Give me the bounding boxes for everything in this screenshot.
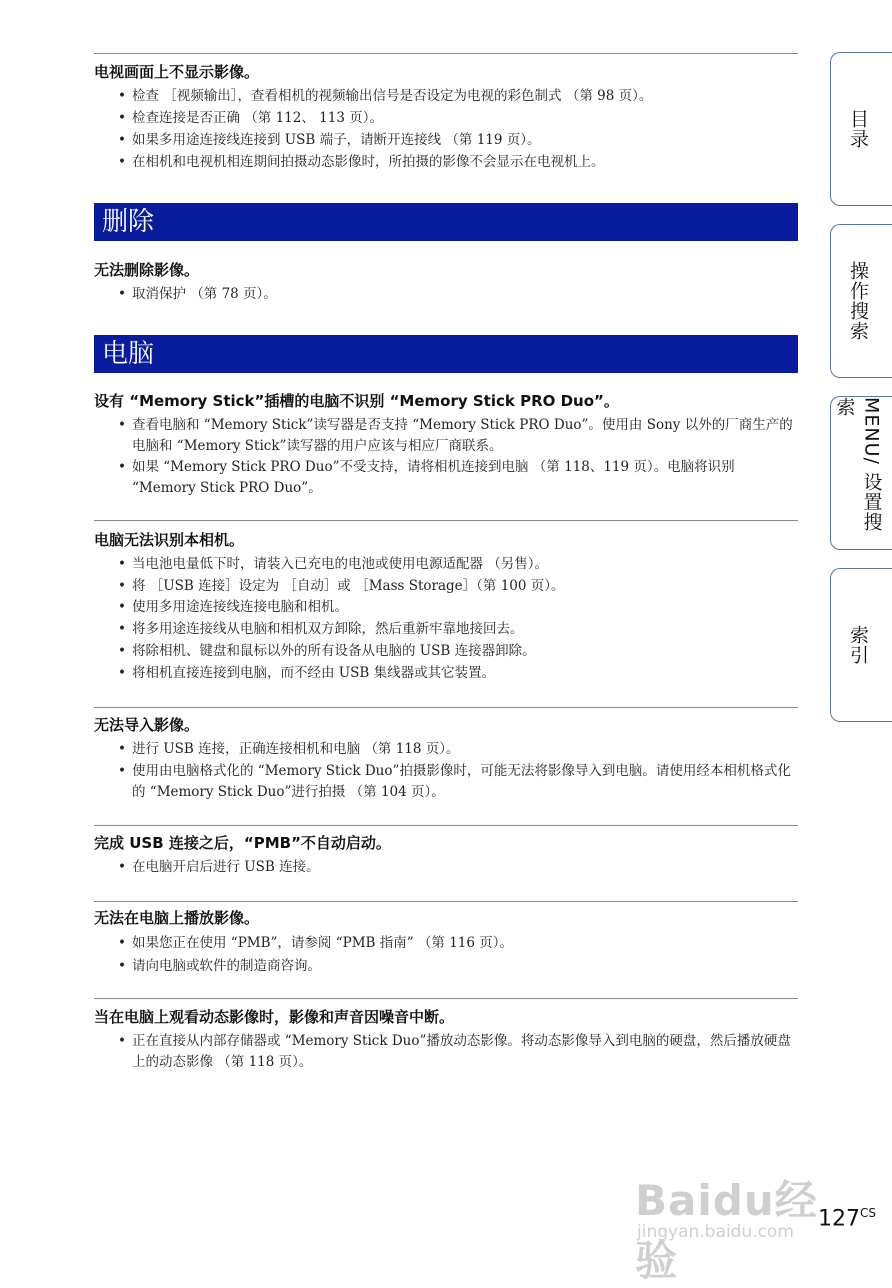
section-heading: 无法在电脑上播放影像。 xyxy=(94,909,260,927)
section-heading: 完成 USB 连接之后，“PMB”不自动启动。 xyxy=(94,834,391,852)
tab-menu-settings-search[interactable] xyxy=(830,396,892,550)
list-item: • 正在直接从内部存储器或 “Memory Stick Duo”播放动态影像。将动态影像导入到电脑的硬盘，然后播放硬盘上的动态影像 （第 118 页）。 xyxy=(118,1033,791,1070)
tab-index[interactable] xyxy=(830,568,892,722)
divider xyxy=(94,901,798,902)
section-heading: 当在电脑上观看动态影像时，影像和声音因噪音中断。 xyxy=(94,1008,455,1026)
list-item: • 将 ［USB 连接］设定为 ［自动］或 ［Mass Storage］（第 100 页）。 xyxy=(118,578,565,594)
page-number: $127^{CS}$ xyxy=(818,1206,876,1232)
list-item: • 如果您正在使用 “PMB”，请参阅 “PMB 指南” （第 116 页）。 xyxy=(118,935,514,951)
tab-label: 目录 xyxy=(847,109,869,149)
tab-label: 操作搜索 xyxy=(847,261,869,341)
divider xyxy=(94,998,798,999)
list-item: • 进行 USB 连接，正确连接相机和电脑 （第 118 页）。 xyxy=(118,741,460,757)
section-heading: 无法删除影像。 xyxy=(94,261,200,279)
section-banner-pc: 电脑 xyxy=(94,335,798,373)
list-item: • 在电脑开启后进行 USB 连接。 xyxy=(118,859,320,875)
list-item: • 如果多用途连接线连接到 USB 端子，请断开连接线 （第 119 页）。 xyxy=(118,132,541,148)
section-heading: 无法导入影像。 xyxy=(94,716,200,734)
list-item: • 检查 ［视频输出］，查看相机的视频输出信号是否设定为电视的彩色制式 （第 98 页）。 xyxy=(118,88,653,104)
list-item: • 当电池电量低下时，请装入已充电的电池或使用电源适配器 （另售）。 xyxy=(118,556,549,572)
list-item: • 在相机和电视机相连期间拍摄动态影像时，所拍摄的影像不会显示在电视机上。 xyxy=(118,154,605,170)
watermark xyxy=(635,1150,845,1285)
divider xyxy=(94,707,798,708)
list-item: • 将相机直接连接到电脑，而不经由 USB 集线器或其它装置。 xyxy=(118,665,496,681)
list-item: • 取消保护 （第 78 页）。 xyxy=(118,286,277,302)
divider xyxy=(94,53,798,54)
tab-operation-search[interactable] xyxy=(830,224,892,378)
list-item: • 请向电脑或软件的制造商咨询。 xyxy=(118,958,321,974)
watermark-url: jingyan.baidu.com xyxy=(637,1222,794,1242)
list-item: • 查看电脑和 “Memory Stick”读写器是否支持 “Memory Stick PRO Duo”。使用由 Sony 以外的厂商生产的电脑和 “Memory Stick”读写器的用户应该与相应厂商联系。 xyxy=(118,417,793,454)
tab-contents[interactable] xyxy=(830,52,892,206)
list-item: • 如果 “Memory Stick PRO Duo”不受支持，请将相机连接到电脑 （第 118、119 页）。电脑将识别 “Memory Stick PRO Duo”。 xyxy=(118,459,735,496)
page-suffix: CS xyxy=(860,1206,876,1220)
divider xyxy=(94,825,798,826)
list-item: • 检查连接是否正确 （第 112、 113 页）。 xyxy=(118,110,383,126)
section-heading: 设有 “Memory Stick”插槽的电脑不识别 “Memory Stick PRO Duo”。 xyxy=(94,392,619,410)
list-item: • 将除相机、键盘和鼠标以外的所有设备从电脑的 USB 连接器卸除。 xyxy=(118,643,536,659)
section-banner-delete: 删除 xyxy=(94,203,798,241)
list-item: • 将多用途连接线从电脑和相机双方卸除，然后重新牢靠地接回去。 xyxy=(118,621,524,637)
list-item: • 使用多用途连接线连接电脑和相机。 xyxy=(118,599,348,615)
section-heading: 电视画面上不显示影像。 xyxy=(94,63,260,81)
watermark-logo: Baidu经验 xyxy=(635,1176,818,1285)
section-heading: 电脑无法识别本相机。 xyxy=(94,531,245,549)
divider xyxy=(94,520,798,521)
list-item: • 使用由电脑格式化的 “Memory Stick Duo”拍摄影像时，可能无法将影像导入到电脑。请使用经本相机格式化的 “Memory Stick Duo”进行拍摄 （第 104 页）。 xyxy=(118,763,791,800)
tab-label: MENU/ 设置搜索 xyxy=(833,397,883,532)
tab-label: 索引 xyxy=(847,625,869,665)
